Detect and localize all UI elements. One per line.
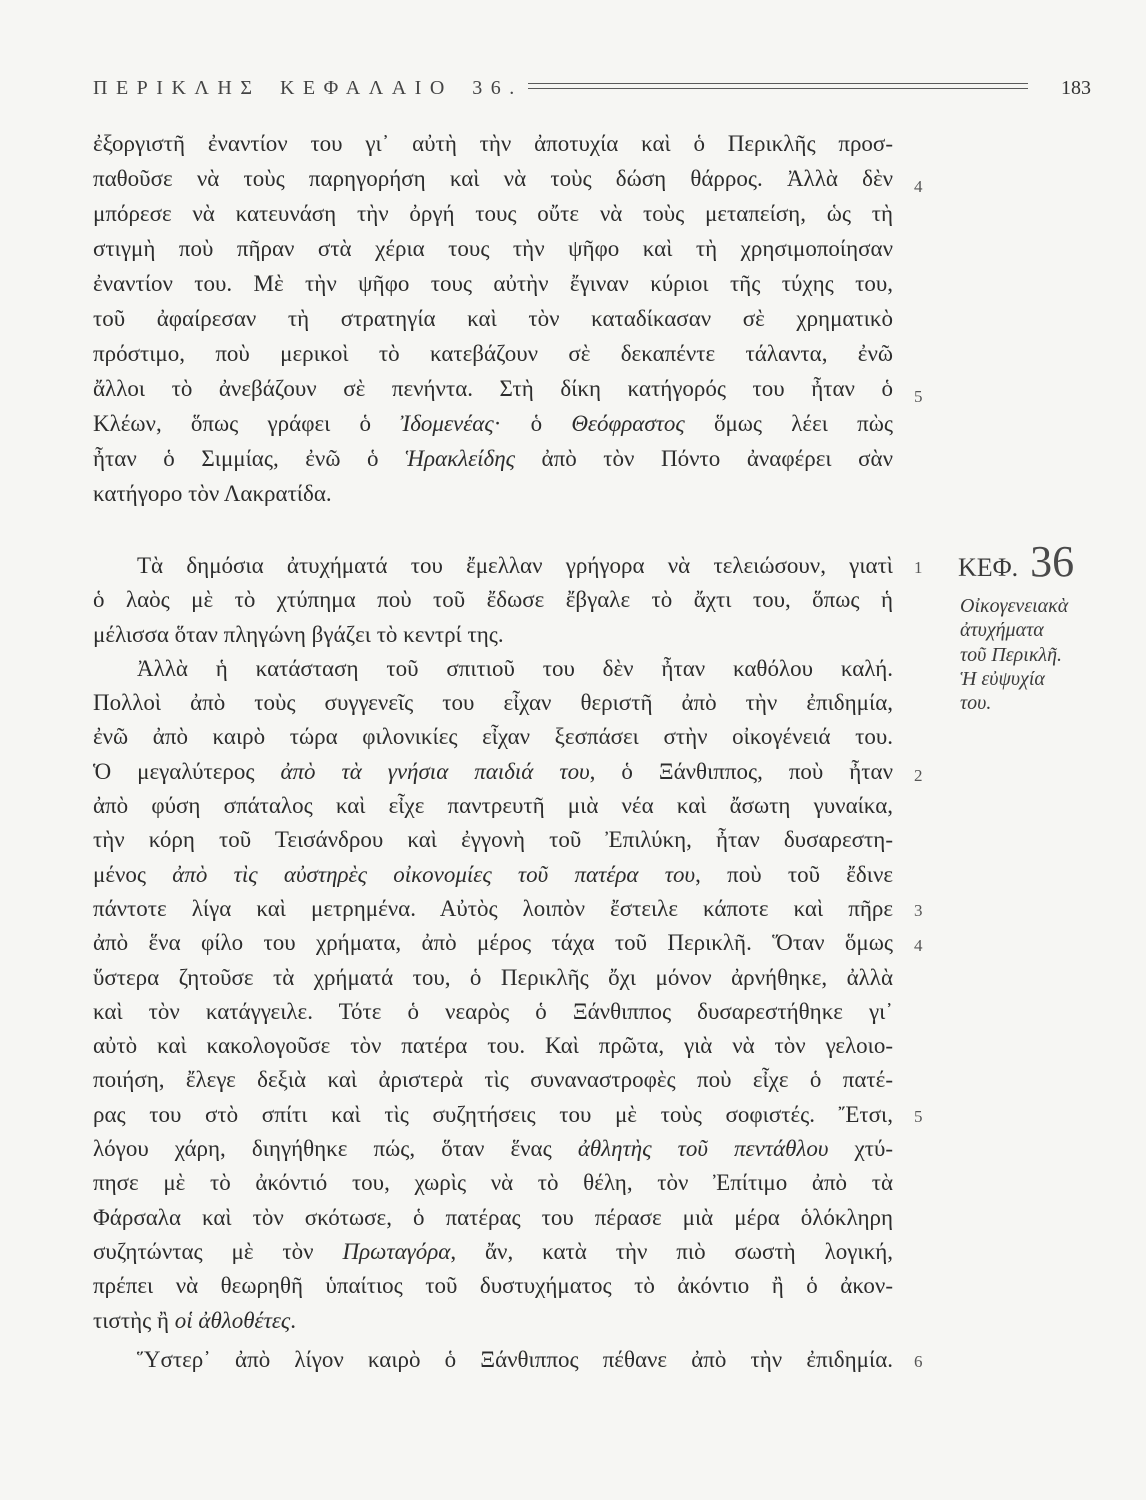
section-number: 5 xyxy=(914,1107,923,1126)
text-run: , ἄν, κατὰ τὴν πιὸ σωστὴ λογική, xyxy=(450,1238,893,1264)
text-line: ἀπὸ ἕνα φίλο του χρήματα, ἀπὸ μέρος τάχα τοῦ Περικλῆ. Ὅταν ὅμως xyxy=(93,930,893,956)
italic-run: Θεόφραστος xyxy=(571,411,685,436)
text-line: Ὕστερ᾽ ἀπὸ λίγον καιρὸ ὁ Ξάνθιππος πέθανε ἀπὸ τὴν ἐπιδημία. xyxy=(137,1347,893,1372)
italic-run: ἀπὸ τὰ γνήσια παιδιά του xyxy=(280,758,590,784)
text-run: Κλέων, ὅπως γράφει ὁ xyxy=(93,411,401,436)
chapter-number: 36 xyxy=(1030,537,1075,586)
text-line xyxy=(93,755,893,789)
paragraph xyxy=(93,1343,893,1377)
text-line: ὕστερα ζητοῦσε τὰ χρήματά του, ὁ Περικλῆς ὄχι μόνον ἀρνήθηκε, ἀλλὰ xyxy=(93,964,893,990)
section-number: 5 xyxy=(914,387,923,406)
text-run: , ὁ Ξάνθιππος, ποὺ ἦταν xyxy=(589,758,894,784)
marginal-note-line: του. xyxy=(960,692,992,715)
running-head: ΠΕΡΙΚΛΗΣ ΚΕΦΑΛΑΙΟ 36. xyxy=(93,77,523,99)
text-line: ἄλλοι τὸ ἀνεβάζουν σὲ πενήντα. Στὴ δίκη κατήγορός του ἦταν ὁ xyxy=(93,376,893,401)
italic-run: Ἰδομενέας xyxy=(400,411,494,436)
text-run: ὅμως λέει πὼς xyxy=(684,411,894,436)
text-line: Πολλοὶ ἀπὸ τοὺς συγγενεῖς του εἶχαν θεριστῆ ἀπὸ τὴν ἐπιδημία, xyxy=(93,690,893,716)
text-line: τὴν κόρη τοῦ Τεισάνδρου καὶ ἐγγονὴ τοῦ Ἐπιλύκη, ἦταν δυσαρεστη- xyxy=(93,827,893,853)
text-line: πρέπει νὰ θεωρηθῆ ὑπαίτιος τοῦ δυστυχήματος τὸ ἀκόντιο ἢ ὁ ἀκον- xyxy=(93,1273,893,1299)
section-number: 4 xyxy=(914,936,923,955)
text-run: μένος xyxy=(93,861,173,887)
text-line: Τὰ δημόσια ἀτυχήματά του ἔμελλαν γρήγορα νὰ τελειώσουν, γιατὶ xyxy=(137,553,893,578)
text-line: κατήγορο τὸν Λακρατίδα. xyxy=(93,481,332,506)
text-line xyxy=(93,406,893,441)
text-line: ἀπὸ φύση σπάταλος καὶ εἶχε παντρευτῆ μιὰ νέα καὶ ἄσωτη γυναίκα, xyxy=(93,793,893,819)
section-number: 4 xyxy=(914,177,923,196)
section-number: 1 xyxy=(914,558,923,577)
text-line: Ἀλλὰ ἡ κατάσταση τοῦ σπιτιοῦ του δὲν ἦταν καθόλου καλή. xyxy=(137,655,893,681)
text-line: πησε μὲ τὸ ἀκόντιό του, χωρὶς νὰ τὸ θέλη, τὸν Ἐπίτιμο ἀπὸ τὰ xyxy=(93,1170,893,1196)
section-number: 2 xyxy=(914,766,923,785)
text-line: παθοῦσε νὰ τοὺς παρηγορήση καὶ νὰ τοὺς δώση θάρρος. Ἀλλὰ δὲν xyxy=(93,166,893,191)
text-line: ἐναντίον του. Μὲ τὴν ψῆφο τους αὐτὴν ἔγιναν κύριοι τῆς τύχης του, xyxy=(93,271,893,296)
text-line: τοῦ ἀφαίρεσαν τὴ στρατηγία καὶ τὸν καταδίκασαν σὲ χρηματικὸ xyxy=(93,306,893,331)
paragraph xyxy=(93,652,893,1338)
marginal-note-line: τοῦ Περικλῆ. xyxy=(960,643,1063,666)
text-line: Φάρσαλα καὶ τὸν σκότωσε, ὁ πατέρας του πέρασε μιὰ μέρα ὁλόκληρη xyxy=(93,1204,893,1230)
text-line xyxy=(93,441,893,476)
italic-run: Πρωταγόρα xyxy=(342,1238,451,1264)
text-run: λόγου χάρη, διηγήθηκε πώς, ὅταν ἕνας xyxy=(93,1136,578,1162)
text-run: Ὁ μεγαλύτερος xyxy=(93,758,281,784)
text-run: . xyxy=(290,1307,296,1333)
text-line: στιγμὴ ποὺ πῆραν στὰ χέρια τους τὴν ψῆφο καὶ τὴ χρησιμοποίησαν xyxy=(93,236,893,261)
text-run: ἦταν ὁ Σιμμίας, ἐνῶ ὁ xyxy=(93,446,406,471)
text-line: πάντοτε λίγα καὶ μετρημένα. Αὐτὸς λοιπὸν ἔστειλε κάποτε καὶ πῆρε xyxy=(93,895,893,921)
text-run: χτύ- xyxy=(828,1136,894,1162)
text-block xyxy=(93,549,893,1338)
text-run: , ποὺ τοῦ ἔδινε xyxy=(695,861,893,887)
text-run: συζητώντας μὲ τὸν xyxy=(93,1238,343,1264)
text-line xyxy=(93,858,893,892)
section-number: 3 xyxy=(914,901,923,920)
text-line: αὐτὸ καὶ κακολογοῦσε τὸν πατέρα του. Καὶ πρῶτα, γιὰ νὰ τὸν γελοιο- xyxy=(93,1033,893,1059)
text-line: καὶ τὸν κατάγγειλε. Τότε ὁ νεαρὸς ὁ Ξάνθιππος δυσαρεστήθηκε γι᾽ xyxy=(93,998,893,1024)
italic-run: ἀπὸ τὶς αὐστηρὲς οἰκονομίες τοῦ πατέρα του xyxy=(172,861,696,887)
text-line: πρόστιμο, ποὺ μερικοὶ τὸ κατεβάζουν σὲ δεκαπέντε τάλαντα, ἐνῶ xyxy=(93,341,893,366)
text-line: μέλισσα ὅταν πληγώνη βγάζει τὸ κεντρί της. xyxy=(93,621,504,647)
text-line xyxy=(93,1132,893,1166)
text-line: ὁ λαὸς μὲ τὸ χτύπημα ποὺ τοῦ ἔδωσε ἔβγαλε τὸ ἄχτι του, ὅπως ἡ xyxy=(93,587,893,613)
text-line: ποιήση, ἔλεγε δεξιὰ καὶ ἀριστερὰ τὶς συναναστροφὲς ποὺ εἶχε ὁ πατέ- xyxy=(93,1067,893,1093)
marginal-note-line: Ἡ εὐψυχία xyxy=(960,667,1045,690)
paragraph xyxy=(93,549,893,652)
italic-run: ἀθλητὴς τοῦ πεντάθλου xyxy=(577,1136,829,1162)
text-run: ἀπὸ τὸν Πόντο ἀναφέρει σὰν xyxy=(514,446,893,471)
text-run: τιστὴς ἢ xyxy=(93,1307,175,1333)
italic-run: οἱ ἀθλοθέτες xyxy=(174,1307,291,1333)
section-number: 6 xyxy=(914,1352,923,1371)
chapter-label: ΚΕΦ. xyxy=(958,553,1019,582)
text-line xyxy=(93,1235,893,1269)
text-line xyxy=(93,1304,893,1338)
marginal-note xyxy=(960,594,1068,715)
paragraph xyxy=(93,126,893,511)
italic-run: Ἡρακλείδης xyxy=(405,446,515,471)
header-double-rule xyxy=(528,83,1028,89)
text-line: ἐξοργιστῆ ἐναντίον του γι᾽ αὐτὴ τὴν ἀποτυχία καὶ ὁ Περικλῆς προσ- xyxy=(93,131,893,156)
text-line: ἐνῶ ἀπὸ καιρὸ τώρα φιλονικίες εἶχαν ξεσπάσει στὴν οἰκογένειά του. xyxy=(93,724,893,750)
chapter-heading xyxy=(958,536,1074,586)
text-line: ρας του στὸ σπίτι καὶ τὶς συζητήσεις του μὲ τοὺς σοφιστές. Ἔτσι, xyxy=(93,1101,893,1127)
page-number: 183 xyxy=(1061,77,1091,99)
text-run: · ὁ xyxy=(493,411,572,436)
marginal-note-line: Οἰκογενειακὰ xyxy=(960,595,1069,617)
text-line: μπόρεσε νὰ κατευνάση τὴν ὀργή τους οὔτε νὰ τοὺς μεταπείση, ὡς τὴ xyxy=(93,201,893,226)
marginal-note-line: ἀτυχήματα xyxy=(960,619,1044,642)
